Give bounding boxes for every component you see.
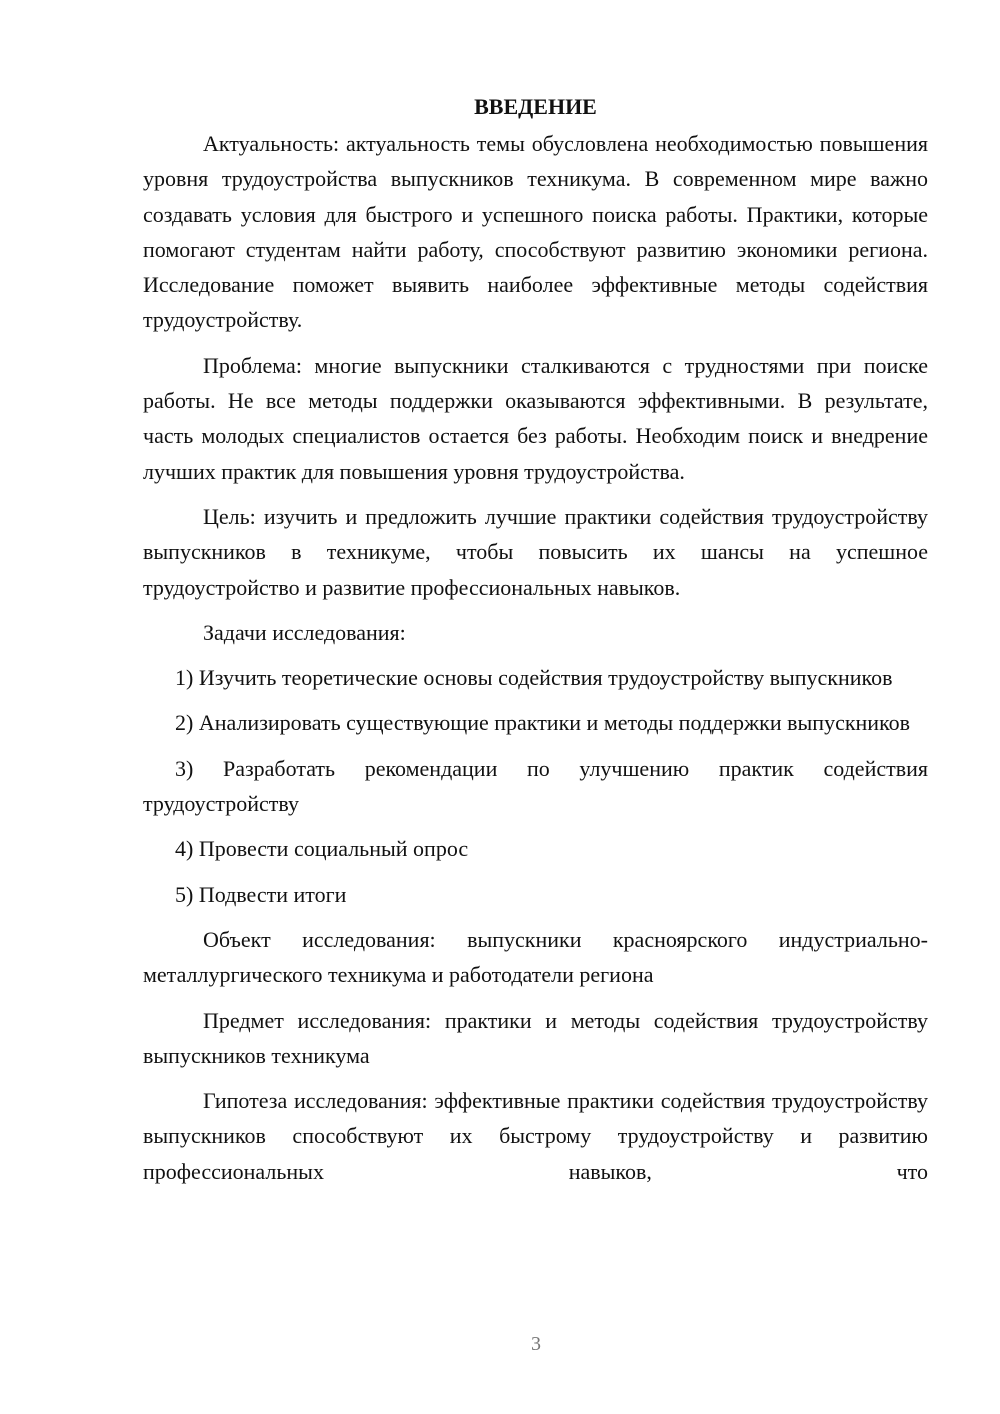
document-page xyxy=(143,92,928,1189)
paragraph-object: Объект исследования: выпускники красноярского индустриально-металлургического техникума и работодатели региона xyxy=(143,926,928,988)
task-item-4: 4) Провести социальный опрос xyxy=(175,836,469,862)
paragraph-problem: Проблема: многие выпускники сталкиваются с трудностями при поиске работы. Не все методы поддержки оказываются эффективными. В результате, часть молодых специалистов остается без работы. Необходим поиск и внедрение лучших практик для повышения уровня трудоустройства. xyxy=(143,352,928,484)
task-item-5: 5) Подвести итоги xyxy=(175,881,347,907)
paragraph-goal: Цель: изучить и предложить лучшие практики содействия трудоустройству выпускников в техникуме, чтобы повысить их шансы на успешное трудоустройство и развитие профессиональных навыков. xyxy=(143,503,928,600)
paragraph-hypothesis: Гипотеза исследования: эффективные практики содействия трудоустройству выпускников способствуют их быстрому трудоустройству и развитию профессиональных навыков, что xyxy=(143,1088,928,1184)
tasks-heading: Задачи исследования: xyxy=(203,619,406,645)
task-item-3: 3) Разработать рекомендации по улучшению практик содействия трудоустройству xyxy=(143,755,928,817)
paragraph-relevance: Актуальность: актуальность темы обусловлена необходимостью повышения уровня трудоустройства выпускников техникума. В современном мире важно создавать условия для быстрого и успешного поиска работы. Практики, которые помогают студентам найти работу, способствуют развитию экономики региона. Исследование поможет выявить наиболее эффективные методы содействия трудоустройству. xyxy=(143,131,928,333)
paragraph-subject: Предмет исследования: практики и методы содействия трудоустройству выпускников техникума xyxy=(143,1007,928,1068)
page-number: 3 xyxy=(531,1333,541,1355)
task-item-1: 1) Изучить теоретические основы содействия трудоустройству выпускников xyxy=(175,665,893,691)
section-title: ВВЕДЕНИЕ xyxy=(474,94,597,119)
task-item-2: 2) Анализировать существующие практики и методы поддержки выпускников xyxy=(175,710,911,736)
